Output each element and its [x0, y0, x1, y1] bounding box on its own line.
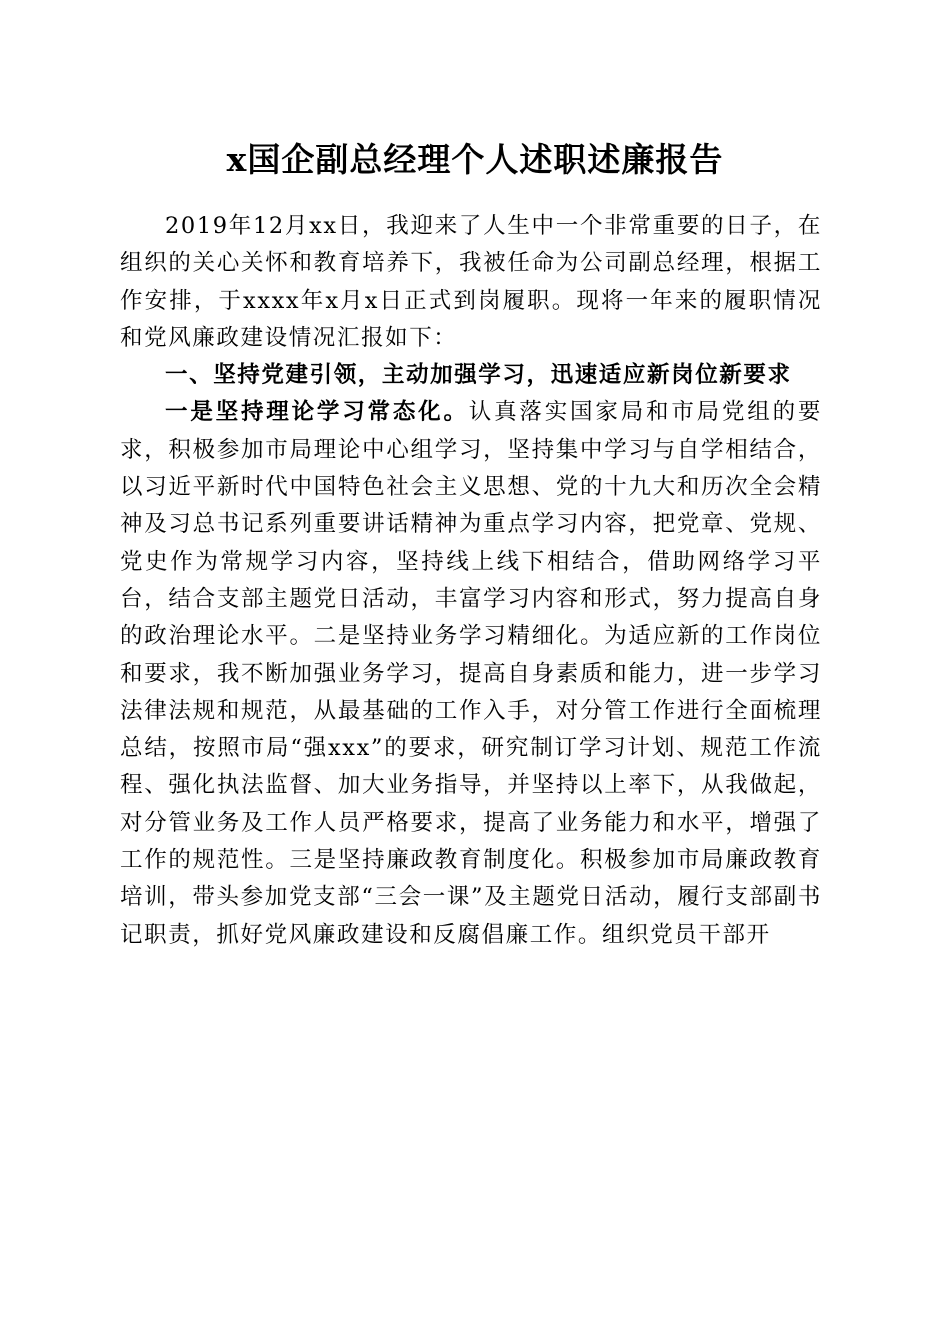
section-paragraph: [120, 394, 822, 953]
paragraph-text: 认真落实国家局和市局党组的要求，积极参加市局理论中心组学习，坚持集中学习与自学相结合，以习近平新时代中国特色社会主义思想、党的十九大和历次全会精神及习总书记系列重要讲话精神为重点学习内容，把党章、党规、党史作为常规学习内容，坚持线上线下相结合，借助网络学习平台，结合支部主题党日活动，丰富学习内容和形式，努力提高自身的政治理论水平。二是坚持业务学习精细化。为适应新的工作岗位和要求，我不断加强业务学习，提高自身素质和能力，进一步学习法律法规和规范，从最基础的工作入手，对分管工作进行全面梳理总结，按照市局“强xxx”的要求，研究制订学习计划、规范工作流程、强化执法监督、加大业务指导，并坚持以上率下，从我做起，对分管业务及工作人员严格要求，提高了业务能力和水平，增强了工作的规范性。三是坚持廉政教育制度化。积极参加市局廉政教育培训，带头参加党支部“三会一课”及主题党日活动，履行支部副书记职责，抓好党风廉政建设和反腐倡廉工作。组织党员干部开: [120, 399, 823, 948]
intro-paragraph: 2019年12月xx日，我迎来了人生中一个非常重要的日子，在组织的关心关怀和教育培养下，我被任命为公司副总经理，根据工作安排，于xxxx年x月x日正式到岗履职。现将一年来的履职情况和党风廉政建设情况汇报如下：: [120, 213, 822, 351]
paragraph-lead: 一是坚持理论学习常态化。: [165, 399, 469, 426]
section-heading: 一、坚持党建引领，主动加强学习，迅速适应新岗位新要求: [165, 362, 792, 389]
document-title: x国企副总经理个人述职述廉报告: [226, 140, 724, 179]
document-body: [120, 208, 822, 954]
